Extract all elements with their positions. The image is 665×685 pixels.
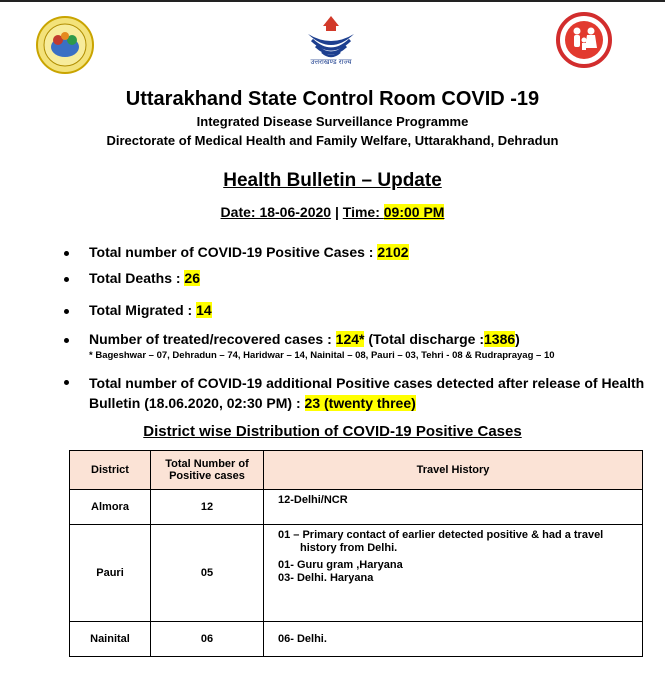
table-row bbox=[70, 622, 643, 657]
count-cell: 06 bbox=[151, 622, 264, 657]
travel-history-line: 01 – Primary contact of earlier detected positive & had a travel bbox=[278, 529, 604, 541]
top-border bbox=[0, 0, 665, 2]
travel-history-line: history from Delhi. bbox=[300, 542, 398, 554]
count-cell: 05 bbox=[151, 525, 264, 622]
column-header-total: Total Number of Positive cases bbox=[151, 451, 264, 490]
bulletin-heading bbox=[0, 170, 665, 192]
column-header-district: District bbox=[70, 451, 151, 490]
bulletin-heading-text: Health Bulletin – Update bbox=[223, 170, 442, 191]
recovered-label: Number of treated/recovered cases : bbox=[89, 331, 336, 347]
national-health-mission-icon bbox=[556, 12, 612, 70]
bullet-icon bbox=[64, 309, 69, 314]
table-row bbox=[70, 525, 643, 622]
travel-history-line: 06- Delhi. bbox=[278, 632, 327, 645]
time-label: Time: bbox=[342, 204, 384, 220]
district-cell: Pauri bbox=[70, 525, 151, 622]
bullet-icon bbox=[64, 251, 69, 256]
table-row bbox=[70, 490, 643, 525]
count-cell: 12 bbox=[151, 490, 264, 525]
travel-history-cell bbox=[264, 622, 643, 657]
additional-cases-value: 23 (twenty three) bbox=[304, 395, 416, 411]
discharge-prefix: (Total discharge : bbox=[364, 331, 485, 347]
idsp-logo-icon bbox=[36, 16, 94, 74]
bulletin-time: 09:00 PM bbox=[383, 204, 445, 220]
positive-cases-label: Total number of COVID-19 Positive Cases : bbox=[89, 244, 378, 260]
deaths-label: Total Deaths : bbox=[89, 270, 185, 286]
migrated-value: 14 bbox=[196, 302, 212, 318]
table-title bbox=[0, 423, 665, 440]
table-header-row bbox=[70, 451, 643, 490]
date-time-line bbox=[0, 204, 665, 220]
bulletin-date: Date: 18-06-2020 bbox=[220, 204, 332, 220]
bullet-icon bbox=[64, 338, 69, 343]
travel-history-line: 03- Delhi. Haryana bbox=[278, 572, 374, 584]
district-cases-table bbox=[69, 450, 643, 657]
travel-history-line: 01- Guru gram ,Haryana bbox=[278, 559, 403, 571]
bullet-icon bbox=[64, 380, 69, 385]
column-header-travel-history: Travel History bbox=[264, 451, 643, 490]
directorate-subtitle: Directorate of Medical Health and Family Welfare, Uttarakhand, Dehradun bbox=[106, 133, 559, 148]
travel-history-cell bbox=[264, 525, 643, 622]
discharge-value: 1386 bbox=[484, 331, 516, 347]
district-cell: Almora bbox=[70, 490, 151, 525]
deaths-value: 26 bbox=[184, 270, 200, 286]
table-title-text: District wise Distribution of COVID-19 Positive Cases bbox=[143, 423, 522, 440]
emblem-caption: उत्तराखण्ड राज्य bbox=[310, 58, 352, 66]
bullet-icon bbox=[64, 277, 69, 282]
travel-history-line: 12-Delhi/NCR bbox=[278, 494, 348, 506]
recovered-value: 124* bbox=[335, 331, 365, 347]
page-title: Uttarakhand State Control Room COVID -19 bbox=[125, 88, 540, 110]
additional-cases-label: Total number of COVID-19 additional Positive cases detected after release of Health Bulletin (18.06.2020, 02:30 PM) : bbox=[89, 375, 649, 411]
date-time-separator: | bbox=[331, 204, 343, 220]
migrated-label: Total Migrated : bbox=[89, 302, 197, 318]
district-cell: Nainital bbox=[70, 622, 151, 657]
travel-history-cell bbox=[264, 490, 643, 525]
recovered-district-note: * Bageshwar – 07, Dehradun – 74, Haridwar – 14, Nainital – 08, Pauri – 03, Tehri - 08 & Rudraprayag – 10 bbox=[89, 350, 555, 361]
positive-cases-value: 2102 bbox=[377, 244, 409, 260]
discharge-suffix: ) bbox=[515, 331, 520, 347]
programme-subtitle: Integrated Disease Surveillance Programme bbox=[196, 114, 469, 129]
